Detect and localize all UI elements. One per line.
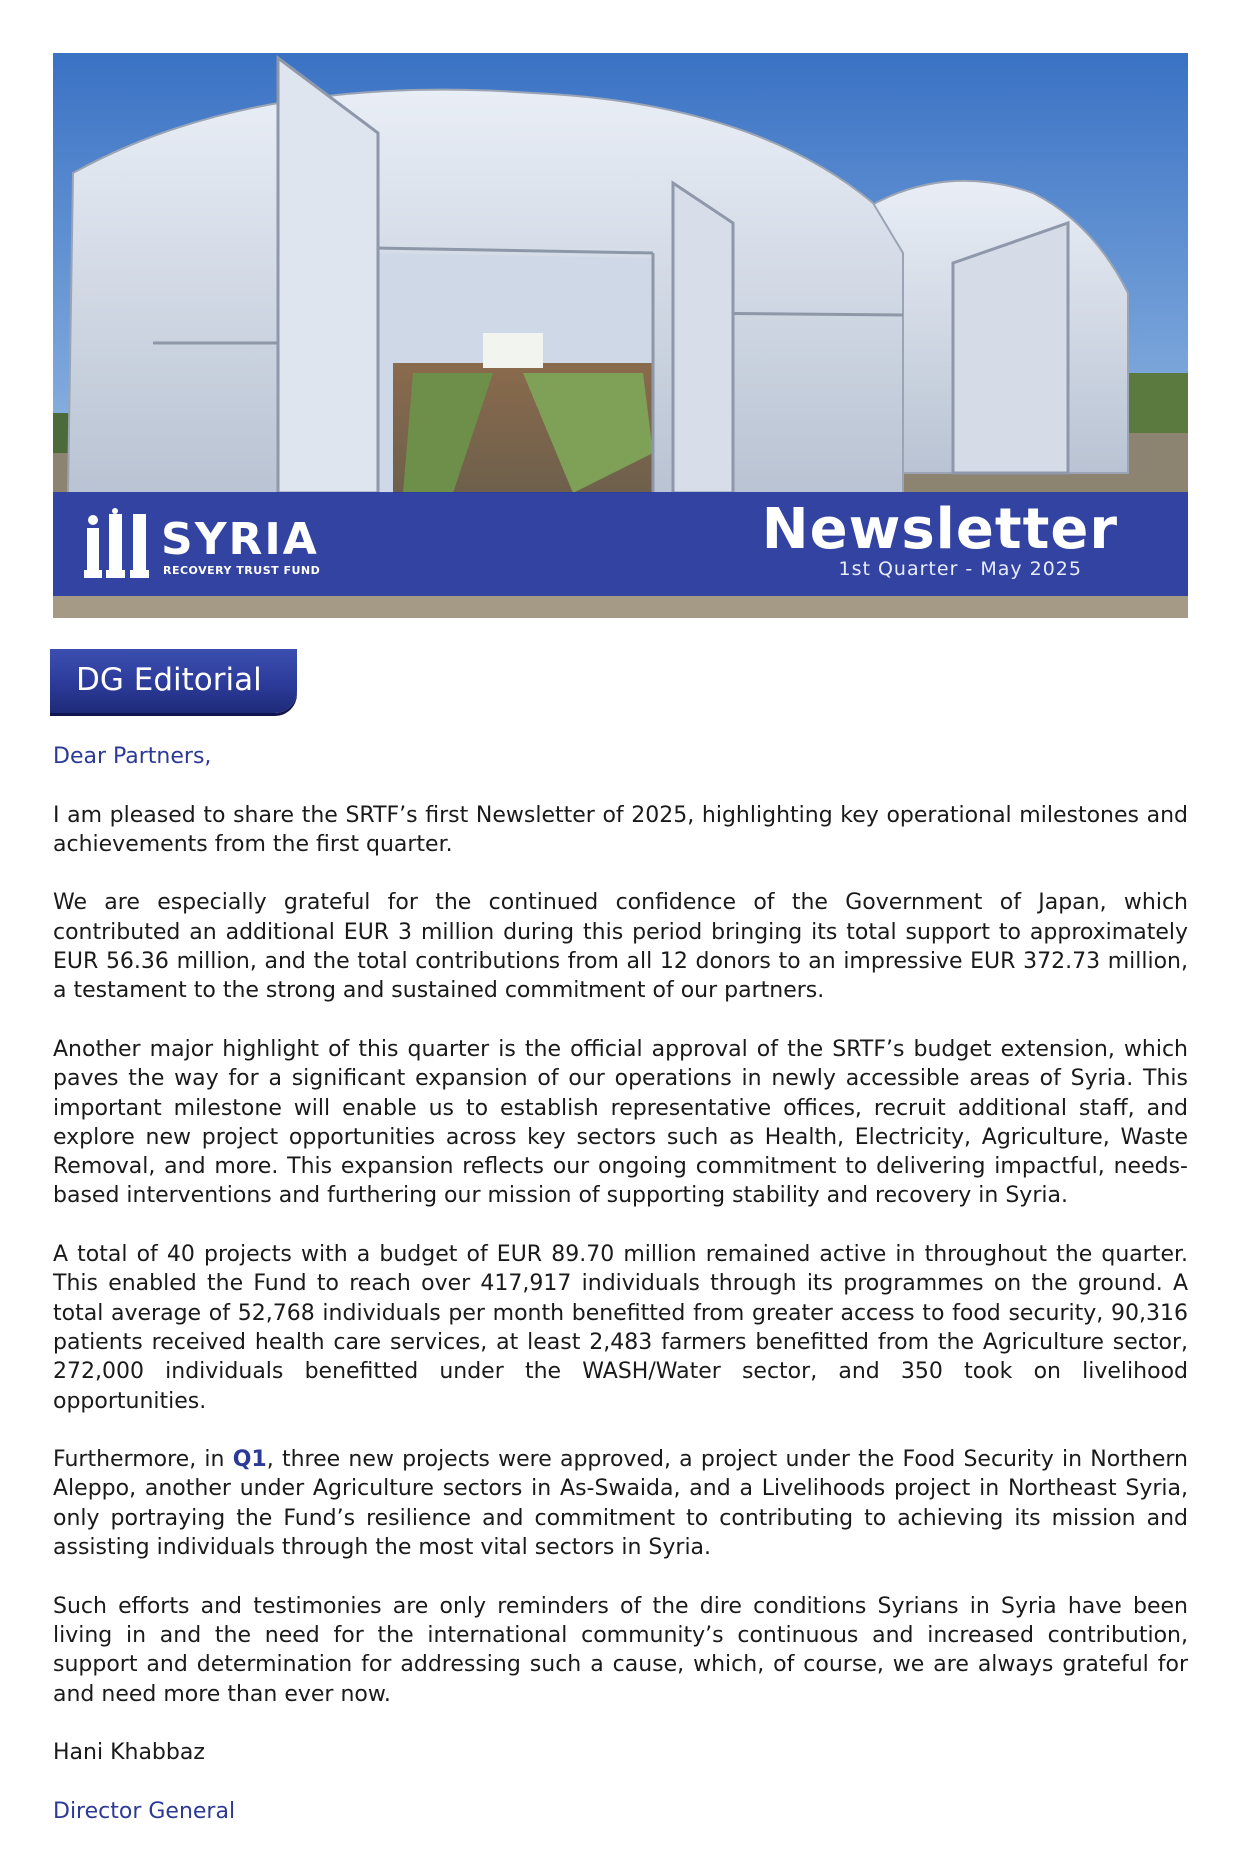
salutation: Dear Partners, bbox=[53, 744, 212, 769]
p5-rest: , three new projects were approved, a project under the Food Security in Northern Aleppo, another under Agriculture sectors in As-Swaida, and a Livelihoods project in Northeast Syria, only portraying the Fund’s resilience and commitment to contributing to achieving its mission and assisting individuals through the most vital sectors in Syria. bbox=[53, 1447, 1188, 1561]
newsletter-title: Newsletter bbox=[761, 497, 1118, 562]
paragraph-japan-contribution: We are especially grateful for the continued confidence of the Government of Japan, which contributed an additional EUR 3 million during this period bringing its total support to approximately EUR 56.36 million, and the total contributions from all 12 donors to an impressive EUR 372.73 million, a testament to the strong and sustained commitment of our partners. bbox=[53, 890, 1188, 1004]
paragraph-budget-extension: Another major highlight of this quarter is the official approval of the SRTF’s budget extension, which paves the way for a significant expansion of our operations in newly accessible areas of Syria. This important milestone will enable us to establish representative offices, recruit additional staff, and explore new project opportunities across key sectors such as Health, Electricity, Agriculture, Waste Removal, and more. This expansion reflects our ongoing commitment to delivering impactful, needs-based interventions and furthering our mission of supporting stability and recovery in Syria. bbox=[53, 1036, 1188, 1209]
logo-subtitle: RECOVERY TRUST FUND bbox=[163, 564, 321, 577]
newsletter-issue: 1st Quarter - May 2025 bbox=[838, 558, 1082, 580]
hero-image bbox=[53, 53, 1188, 618]
logo-wordmark: SYRIA bbox=[161, 514, 319, 565]
signature-title: Director General bbox=[53, 1798, 236, 1824]
columns-logo-icon bbox=[83, 508, 153, 580]
section-tab-dg-editorial bbox=[50, 649, 297, 713]
paragraph-intro: I am pleased to share the SRTF’s first Newsletter of 2025, highlighting key operational milestones and achievements from the first quarter. bbox=[53, 802, 1188, 857]
newsletter-banner bbox=[53, 492, 1188, 596]
paragraph-projects-summary: A total of 40 projects with a budget of EUR 89.70 million remained active in throughout the quarter. This enabled the Fund to reach over 417,917 individuals through its programmes on the ground. A total average of 52,768 individuals per month benefitted from greater access to food security, 90,316 patients received health care services, at least 2,483 farmers benefitted from the Agriculture sector, 272,000 individuals benefitted under the WASH/Water sector, and 350 took on livelihood opportunities. bbox=[53, 1242, 1188, 1414]
q1-highlight: Q1 bbox=[232, 1447, 267, 1473]
signature-name: Hani Khabbaz bbox=[53, 1740, 205, 1766]
editorial-letter bbox=[53, 742, 1188, 1855]
paragraph-new-projects bbox=[53, 1445, 1188, 1562]
p5-lead: Furthermore, in bbox=[53, 1447, 233, 1473]
srtf-logo bbox=[83, 508, 323, 580]
section-label: DG Editorial bbox=[76, 662, 262, 698]
paragraph-closing: Such efforts and testimonies are only reminders of the dire conditions Syrians in Syria have been living in and the need for the international community’s continuous and increased contribution, support and determination for addressing such a cause, which, of course, we are always grateful for and need more than ever now. bbox=[53, 1593, 1188, 1707]
